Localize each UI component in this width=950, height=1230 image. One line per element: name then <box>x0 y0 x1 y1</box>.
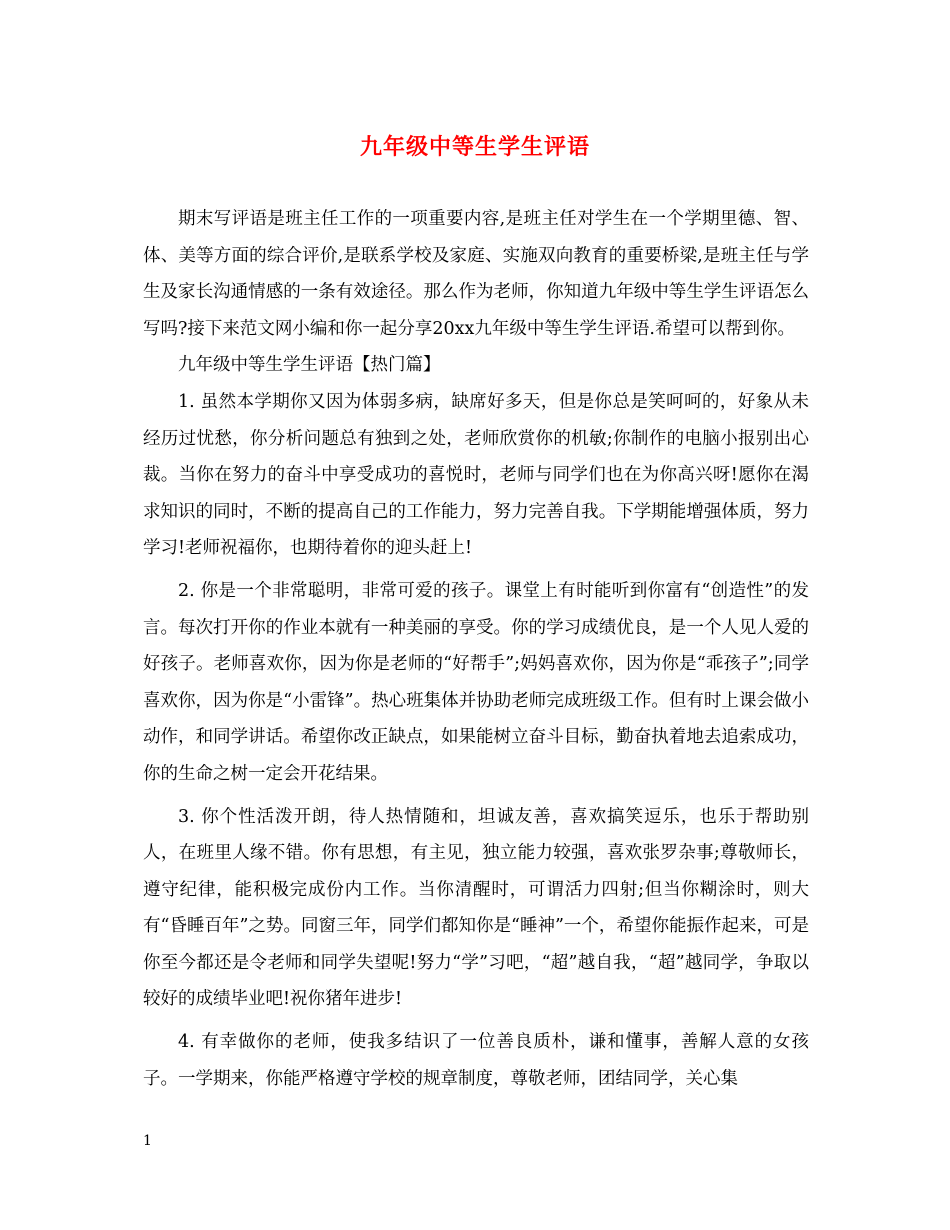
intro-paragraph: 期末写评语是班主任工作的一项重要内容,是班主任对学生在一个学期里德、智、体、美等方面的综合评价,是联系学校及家庭、实施双向教育的重要桥梁,是班主任与学生及家长沟通情感的一条有效途径。那么作为老师，你知道九年级中等生学生评语怎么写吗?接下来范文网小编和你一起分享20xx九年级中等生学生评语.希望可以帮到你。 <box>143 209 809 339</box>
comment-item-2: 2. 你是一个非常聪明，非常可爱的孩子。课堂上有时能听到你富有“创造性”的发言。每次打开你的作业本就有一种美丽的享受。你的学习成绩优良，是一个人见人爱的好孩子。老师喜欢你，因为你是老师的“好帮手”;妈妈喜欢你，因为你是“乖孩子”;同学喜欢你，因为你是“小雷锋”。热心班集体并协助老师完成班级工作。但有时上课会做小动作，和同学讲话。希望你改正缺点，如果能树立奋斗目标，勤奋执着地去追索成功，你的生命之树一定会开花结果。 <box>143 580 809 784</box>
page-number: 1 <box>143 1133 152 1149</box>
document-title: 九年级中等生学生评语 <box>359 134 590 160</box>
comment-item-1: 1. 虽然本学期你又因为体弱多病，缺席好多天，但是你总是笑呵呵的，好象从未经历过忧愁，你分析问题总有独到之处，老师欣赏你的机敏;你制作的电脑小报别出心裁。当你在努力的奋斗中享受成功的喜悦时，老师与同学们也在为你高兴呀!愿你在渴求知识的同时，不断的提高自己的工作能力，努力完善自我。下学期能增强体质，努力学习!老师祝福你，也期待着你的迎头赶上! <box>143 391 809 559</box>
section-subheading: 九年级中等生学生评语【热门篇】 <box>178 355 441 376</box>
comment-item-4: 4. 有幸做你的老师，使我多结识了一位善良质朴，谦和懂事，善解人意的女孩子。一学期来，你能严格遵守学校的规章制度，尊敬老师，团结同学，关心集 <box>143 1032 809 1089</box>
document-body <box>143 201 809 1097</box>
comment-item-3: 3. 你个性活泼开朗，待人热情随和，坦诚友善，喜欢搞笑逗乐，也乐于帮助别人，在班里人缘不错。你有思想，有主见，独立能力较强，喜欢张罗杂事;尊敬师长，遵守纪律，能积极完成份内工作。当你清醒时，可谓活力四射;但当你糊涂时，则大有“昏睡百年”之势。同窗三年，同学们都知你是“睡神”一个，希望你能振作起来，可是你至今都还是令老师和同学失望呢!努力“学”习吧，“超”越自我，“超”越同学，争取以较好的成绩毕业吧!祝你猪年进步! <box>143 806 809 1010</box>
